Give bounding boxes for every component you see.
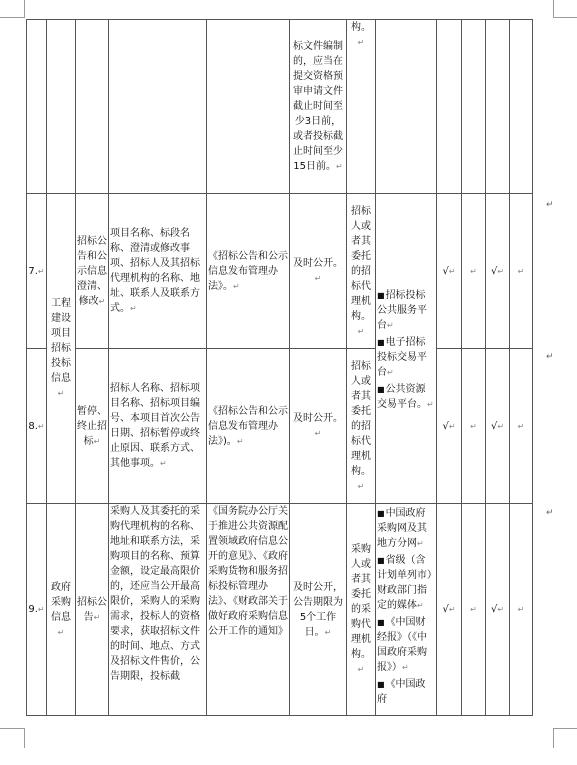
disclosure-table xyxy=(26,19,533,716)
timing-cell: 及时公开，公告期限为5个工作日。↵ xyxy=(290,504,347,716)
subject-cell: 招标人或者其委托的招标代理机构。↵ xyxy=(347,349,376,504)
subject-cell: 采购人或者其委托的采购代理机构。↵ xyxy=(347,504,376,716)
square-bullet-icon: ■ xyxy=(377,384,385,394)
crop-mark-top-right-h xyxy=(553,17,577,18)
channel-cell: ■中国政府采购网及其地方分网↵ ■省级（含计划单列市）财政部门指定的媒体↵ ■《中国财经报》（《中国政府采购报》）↵ ■《中国政府 xyxy=(376,504,437,716)
paragraph-mark: ↵ xyxy=(546,352,554,362)
square-bullet-icon: ■ xyxy=(377,556,385,565)
timing-cell: 及时公开。↵ xyxy=(290,349,347,504)
row-number: 8.↵ xyxy=(27,349,47,504)
crop-mark-top-left-v xyxy=(24,0,25,18)
basis-cell: 《招标公告和公示信息发布管理办法》)。↵ xyxy=(207,349,290,504)
check-cell: √↵ xyxy=(486,504,510,716)
table-row: 9.↵ 政府采购信息↵ 招标公告↵ 采购人及其委托的采购代理机构的名称、地址和联系方法，采购项目的名称、预算金额，设定最高限价的，还应当公开最高限价，采购人的采购需求，投标人的资格要求，获取招标文件的时间、地点、方式及招标文件售价，公告期限，投标截 《国务院办公厅关于推进公共资源配置领域政府信息公开的意见》、《政府采购货物和服务招标投标管理办法》、《财政部关于做好政府采购信息公开工作的通知》 及时公开，公告期限为5个工作日。↵ 采购人或者其委托的采购代理机构。↵ ■中国政府采购网及其地方分网↵ ■省级（含计划单列市）财政部门指定的媒体↵ ■《中国财经报》（《中国政府采购报》）↵ ■《中国政府 √↵ ↵ √↵ ↵ xyxy=(27,504,533,716)
square-bullet-icon: ■ xyxy=(377,337,385,347)
sub-item-cell: 招标公告↵ xyxy=(76,504,109,716)
check-cell: √↵ xyxy=(437,194,462,349)
row-number: 9.↵ xyxy=(27,504,47,716)
crop-mark-bottom-left-v xyxy=(24,728,25,748)
content-cell: 招标人名称、招标项目名称、招标项目编号、本项目首次公告日期、招标暂停或终止原因、联系方式、其他事项。↵ xyxy=(109,349,207,504)
table-row: 7.↵ 工程建设项目招标投标信息↵ 招标公告和公示信息澄清、修改↵ 项目名称、标段名称、澄清或修改事项、招标人及其招标代理机构的名称、地址、联系人及联系方式。↵ 《招标公告和公示信息发布管理办法》。↵ 及时公开。↵ 招标人或者其委托的招标代理机构。↵ ■招标投标公共服务平台↵ ■电子招标投标交易平台↵ ■公共资源交易平台。↵ √↵ ↵ √↵ ↵ xyxy=(27,194,533,349)
check-cell: √↵ xyxy=(486,194,510,349)
check-cell: √↵ xyxy=(486,349,510,504)
square-bullet-icon: ■ xyxy=(377,680,385,689)
sub-item-cell: 暂停、终止招标↵ xyxy=(76,349,109,504)
table-row xyxy=(27,20,533,194)
square-bullet-icon: ■ xyxy=(377,509,385,518)
crop-mark-bottom-right-h xyxy=(553,728,577,729)
check-cell: √↵ xyxy=(437,504,462,716)
paragraph-mark: ↵ xyxy=(546,200,554,210)
basis-cell: 《招标公告和公示信息发布管理办法》。↵ xyxy=(207,194,290,349)
crop-mark-top-right-v xyxy=(553,0,554,18)
content-cell: 采购人及其委托的采购代理机构的名称、地址和联系方法，采购项目的名称、预算金额，设定最高限价的，还应当公开最高限价，采购人的采购需求，投标人的资格要求，获取招标文件的时间、地点、方式及招标文件售价，公告期限，投标截 xyxy=(109,504,207,716)
crop-mark-bottom-right-v xyxy=(553,728,554,748)
crop-mark-top-left-h xyxy=(0,17,24,18)
square-bullet-icon: ■ xyxy=(377,290,385,300)
sub-item-cell: 招标公告和公示信息澄清、修改↵ xyxy=(76,194,109,349)
subject-cell: 构。↵ xyxy=(347,20,376,194)
paragraph-mark: ↵ xyxy=(546,508,554,518)
timing-cell: 标文件编制的，应当在提交资格预审申请文件截止时间至少3日前，或者投标截止时间至少15日前。↵ xyxy=(290,20,347,194)
subject-cell: 招标人或者其委托的招标代理机构。↵ xyxy=(347,194,376,349)
check-cell: √↵ xyxy=(437,349,462,504)
timing-cell: 及时公开。↵ xyxy=(290,194,347,349)
content-cell: 项目名称、标段名称、澄清或修改事项、招标人及其招标代理机构的名称、地址、联系人及联系方式。↵ xyxy=(109,194,207,349)
row-number: 7.↵ xyxy=(27,194,47,349)
basis-cell: 《国务院办公厅关于推进公共资源配置领域政府信息公开的意见》、《政府采购货物和服务招标投标管理办法》、《财政部关于做好政府采购信息公开工作的通知》 xyxy=(207,504,290,716)
square-bullet-icon: ■ xyxy=(377,618,385,627)
table-row: 8.↵ 暂停、终止招标↵ 招标人名称、招标项目名称、招标项目编号、本项目首次公告日期、招标暂停或终止原因、联系方式、其他事项。↵ 《招标公告和公示信息发布管理办法》)。↵ 及时公开。↵ 招标人或者其委托的招标代理机构。↵ √↵ ↵ √↵ ↵ xyxy=(27,349,533,504)
channel-cell: ■招标投标公共服务平台↵ ■电子招标投标交易平台↵ ■公共资源交易平台。↵ xyxy=(376,194,437,504)
crop-mark-bottom-left-h xyxy=(0,728,24,729)
category-cell: 政府采购信息↵ xyxy=(47,504,76,716)
category-cell: 工程建设项目招标投标信息↵ xyxy=(47,194,76,504)
